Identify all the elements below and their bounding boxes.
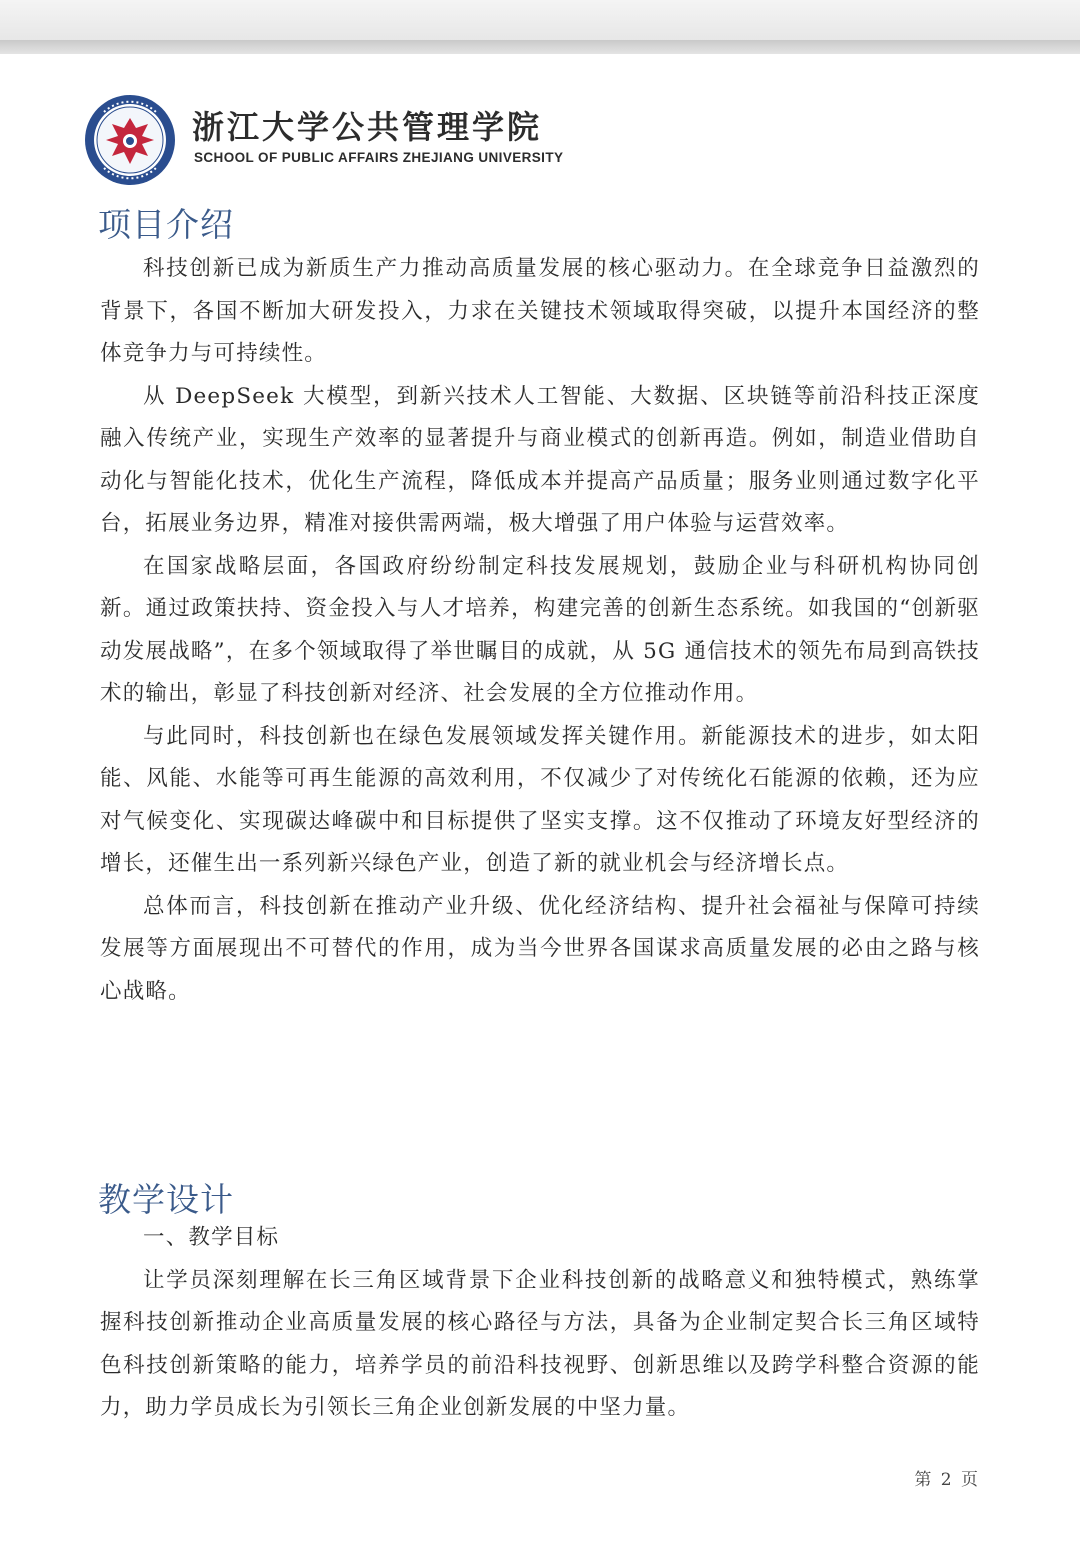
school-name-chinese: 浙江大学公共管理学院 [192,108,543,146]
section-body-project-intro [100,248,980,1013]
viewer-toolbar [0,0,1080,44]
school-name-english: SCHOOL OF PUBLIC AFFAIRS ZHEJIANG UNIVERSITY [194,150,564,165]
paragraph: 从 DeepSeek 大模型，到新兴技术人工智能、大数据、区块链等前沿科技正深度融入传统产业，实现生产效率的显著提升与商业模式的创新再造。例如，制造业借助自动化与智能化技术，优化生产流程，降低成本并提高产品质量；服务业则通过数字化平台，拓展业务边界，精准对接供需两端，极大增强了用户体验与运营效率。 [100,383,980,536]
school-header [84,94,564,190]
section-title-teaching-design: 教学设计 [98,1180,234,1219]
paragraph: 总体而言，科技创新在推动产业升级、优化经济结构、提升社会福祉与保障可持续发展等方面展现出不可替代的作用，成为当今世界各国谋求高质量发展的必由之路与核心战略。 [100,893,980,1004]
subheading-teaching-goals: 一、教学目标 [143,1225,280,1250]
paragraph: 让学员深刻理解在长三角区域背景下企业科技创新的战略意义和独特模式，熟练掌握科技创新推动企业高质量发展的核心路径与方法，具备为企业制定契合长三角区域特色科技创新策略的能力，培养学员的前沿科技视野、创新思维以及跨学科整合资源的能力，助力学员成长为引领长三角企业创新发展的中坚力量。 [100,1267,980,1420]
document-page [0,54,1080,1565]
section-title-project-intro: 项目介绍 [98,205,234,244]
section-body-teaching-design [100,1217,980,1430]
page-number: 第 2 页 [914,1470,980,1490]
university-seal-icon [84,94,176,186]
page-gap [0,40,1080,54]
paragraph: 在国家战略层面，各国政府纷纷制定科技发展规划，鼓励企业与科研机构协同创新。通过政策扶持、资金投入与人才培养，构建完善的创新生态系统。如我国的“创新驱动发展战略”，在多个领域取得了举世瞩目的成就，从 5G 通信技术的领先布局到高铁技术的输出，彰显了科技创新对经济、社会发展的全方位推动作用。 [100,553,980,706]
paragraph: 科技创新已成为新质生产力推动高质量发展的核心驱动力。在全球竞争日益激烈的背景下，各国不断加大研发投入，力求在关键技术领域取得突破，以提升本国经济的整体竞争力与可持续性。 [100,256,980,366]
paragraph: 与此同时，科技创新也在绿色发展领域发挥关键作用。新能源技术的进步，如太阳能、风能、水能等可再生能源的高效利用，不仅减少了对传统化石能源的依赖，还为应对气候变化、实现碳达峰碳中和目标提供了坚实支撑。这不仅推动了环境友好型经济的增长，还催生出一系列新兴绿色产业，创造了新的就业机会与经济增长点。 [100,723,980,876]
